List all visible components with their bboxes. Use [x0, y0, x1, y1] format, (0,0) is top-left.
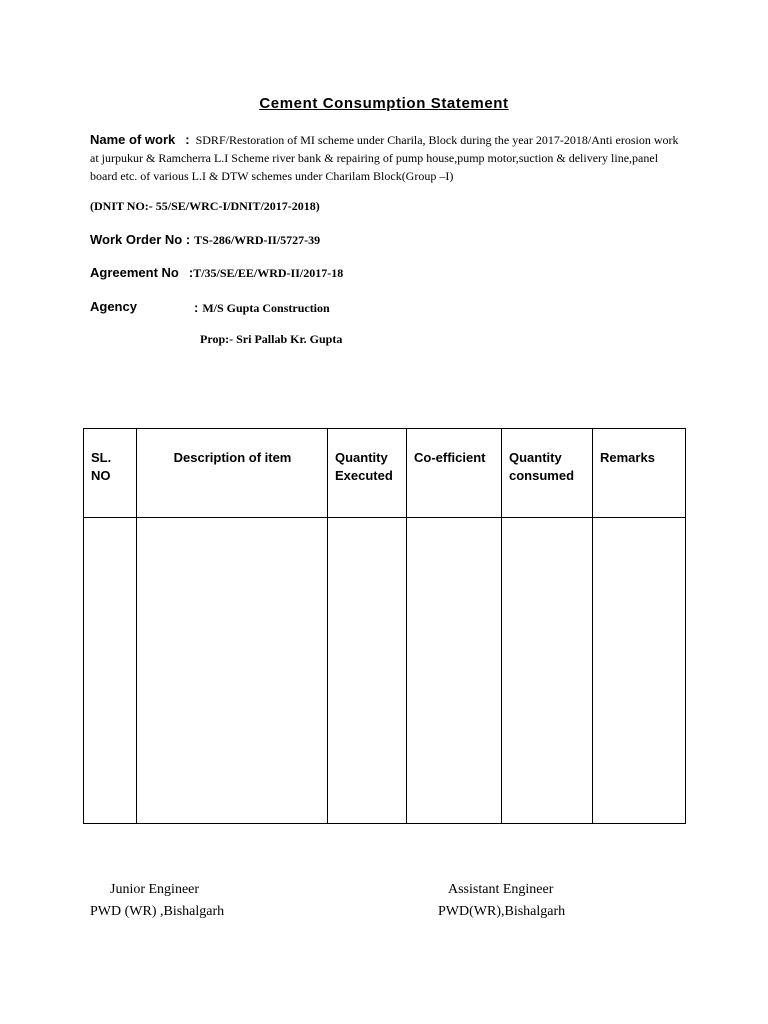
header-quantity-executed-line1: Quantity [335, 450, 388, 465]
header-coefficient [407, 429, 502, 518]
dnit-number: (DNIT NO:- 55/SE/WRC-I/DNIT/2017-2018) [90, 199, 320, 213]
cell-remarks [593, 518, 686, 824]
header-quantity-consumed-line1: Quantity [509, 450, 562, 465]
name-of-work-value: SDRF/Restoration of MI scheme under Charila, Block during the year 2017-2018/Anti erosion work at jurpukur & Ramcherra L.I Scheme river bank & repairing of pump house,pump motor,suction & delivery line,panel board etc. of various L.I & DTW schemes under Charilam Block(Group –I) [90, 133, 679, 183]
assistant-engineer-role: Assistant Engineer [448, 882, 554, 897]
header-description [137, 429, 328, 518]
work-order-value: TS-286/WRD-II/5727-39 [194, 233, 321, 247]
header-remarks [593, 429, 686, 518]
name-of-work-label: Name of work [90, 132, 176, 147]
assistant-engineer-office: PWD(WR),Bishalgarh [438, 904, 566, 919]
header-quantity-executed [328, 429, 407, 518]
cell-description [137, 518, 328, 824]
cell-sl-no [84, 518, 137, 824]
header-quantity-executed-line2: Executed [335, 468, 393, 483]
header-sl-no-line1: SL. [91, 450, 112, 465]
cell-quantity-executed [328, 518, 407, 824]
header-coefficient-text: Co-efficient [414, 450, 486, 465]
document-title: Cement Consumption Statement [259, 95, 509, 112]
agency-colon: : [194, 300, 199, 315]
work-order-label: Work Order No : [90, 232, 191, 247]
agreement-colon: : [188, 265, 194, 280]
cell-quantity-consumed [502, 518, 593, 824]
table-header-row [84, 429, 686, 518]
signature-assistant-engineer [438, 879, 565, 923]
table-row [84, 518, 686, 824]
cell-coefficient [407, 518, 502, 824]
agency-label: Agency [90, 299, 137, 314]
header-sl-no-line2: NO [91, 468, 111, 483]
agreement-value: T/35/SE/EE/WRD-II/2017-18 [193, 266, 344, 280]
header-sl-no [84, 429, 137, 518]
agency-row [194, 299, 330, 317]
junior-engineer-role: Junior Engineer [110, 882, 200, 897]
work-order-row [90, 231, 320, 249]
header-remarks-text: Remarks [600, 450, 655, 465]
name-of-work-colon: : [185, 132, 190, 147]
header-description-text: Description of item [173, 450, 292, 465]
agreement-row [90, 264, 343, 282]
agency-proprietor: Prop:- Sri Pallab Kr. Gupta [200, 332, 343, 346]
junior-engineer-office: PWD (WR) ,Bishalgarh [90, 904, 225, 919]
header-quantity-consumed-line2: consumed [509, 468, 575, 483]
name-of-work-block [90, 131, 680, 185]
signature-junior-engineer [90, 879, 224, 923]
header-quantity-consumed [502, 429, 593, 518]
agreement-label: Agreement No [90, 265, 179, 280]
cement-consumption-table [83, 428, 686, 824]
agency-value: M/S Gupta Construction [202, 301, 330, 315]
